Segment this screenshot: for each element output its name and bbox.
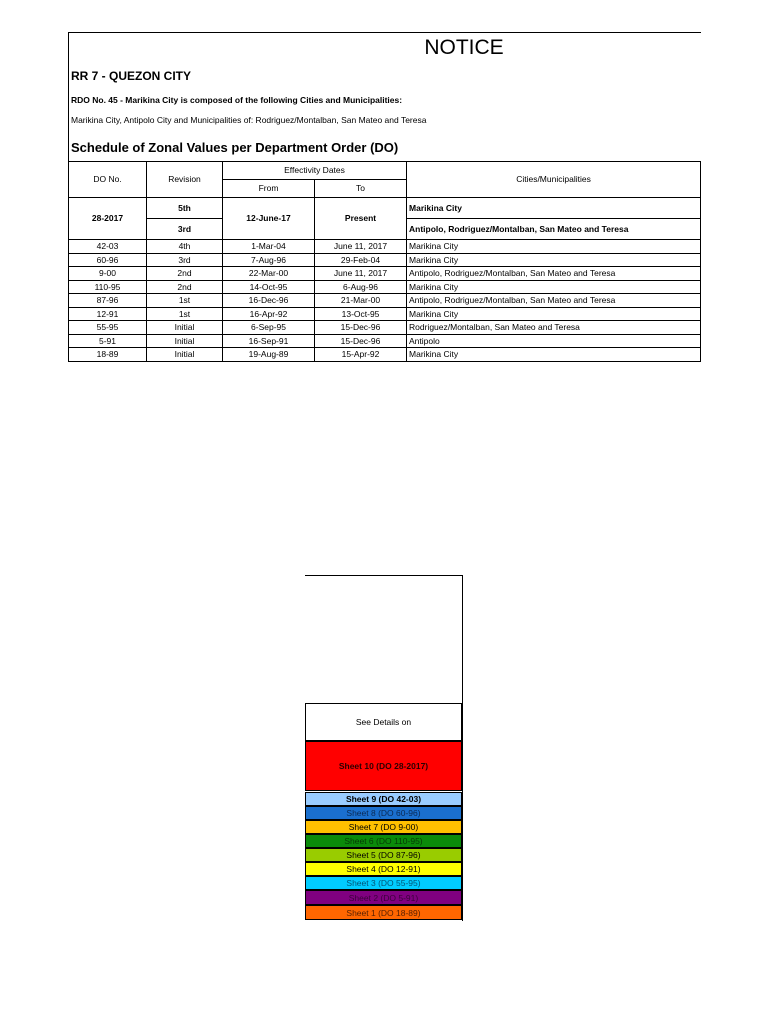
cell-to: 15-Apr-92	[315, 348, 407, 362]
table-row	[69, 240, 701, 254]
cell-from: 16-Sep-91	[223, 334, 315, 348]
cell-revision: 1st	[147, 294, 223, 308]
header-effectivity-dates: Effectivity Dates	[223, 162, 407, 180]
cell-to: 15-Dec-96	[315, 334, 407, 348]
cell-from: 16-Apr-92	[223, 307, 315, 321]
cell-do-no: 87-96	[69, 294, 147, 308]
cell-do-no: 42-03	[69, 240, 147, 254]
header-to: To	[315, 180, 407, 198]
sheet-link-8[interactable]: Sheet 8 (DO 60-96)	[305, 806, 462, 820]
table-row	[69, 253, 701, 267]
cell-to: June 11, 2017	[315, 240, 407, 254]
cell-to: June 11, 2017	[315, 267, 407, 281]
cell-from: 14-Oct-95	[223, 280, 315, 294]
cell-to: 6-Aug-96	[315, 280, 407, 294]
current-do-no: 28-2017	[69, 198, 147, 240]
cell-cities: Marikina City	[407, 280, 701, 294]
cell-do-no: 5-91	[69, 334, 147, 348]
cell-revision: 3rd	[147, 253, 223, 267]
header-from: From	[223, 180, 315, 198]
cell-from: 7-Aug-96	[223, 253, 315, 267]
table-row	[69, 334, 701, 348]
cell-do-no: 12-91	[69, 307, 147, 321]
cell-from: 19-Aug-89	[223, 348, 315, 362]
header-cities: Cities/Municipalities	[407, 162, 701, 198]
sheet-link-4[interactable]: Sheet 4 (DO 12-91)	[305, 862, 462, 876]
cell-revision: Initial	[147, 321, 223, 335]
cell-to: 21-Mar-00	[315, 294, 407, 308]
header-revision: Revision	[147, 162, 223, 198]
schedule-heading: Schedule of Zonal Values per Department Order (DO)	[71, 140, 399, 155]
sheet-link-2[interactable]: Sheet 2 (DO 5-91)	[305, 890, 462, 905]
cell-do-no: 60-96	[69, 253, 147, 267]
cell-revision: 2nd	[147, 280, 223, 294]
table-row	[69, 294, 701, 308]
cell-to: 15-Dec-96	[315, 321, 407, 335]
cell-do-no: 9-00	[69, 267, 147, 281]
table-header-row	[69, 162, 701, 180]
cell-do-no: 18-89	[69, 348, 147, 362]
cell-cities: Marikina City	[407, 307, 701, 321]
cell-cities: Antipolo	[407, 334, 701, 348]
current-to: Present	[315, 198, 407, 240]
sheet-link-9[interactable]: Sheet 9 (DO 42-03)	[305, 792, 462, 806]
sheet-link-6[interactable]: Sheet 6 (DO 110-95)	[305, 834, 462, 848]
cell-revision: 1st	[147, 307, 223, 321]
current-revision-1: 5th	[147, 198, 223, 219]
cell-to: 13-Oct-95	[315, 307, 407, 321]
sheet-link-1[interactable]: Sheet 1 (DO 18-89)	[305, 905, 462, 920]
page-title: NOTICE	[424, 36, 504, 59]
table-row	[69, 321, 701, 335]
sheet-link-7[interactable]: Sheet 7 (DO 9-00)	[305, 820, 462, 834]
cell-to: 29-Feb-04	[315, 253, 407, 267]
cell-revision: Initial	[147, 348, 223, 362]
table-row	[69, 280, 701, 294]
revenue-region-label: RR 7 - QUEZON CITY	[71, 69, 192, 83]
cell-revision: 2nd	[147, 267, 223, 281]
table-row	[69, 348, 701, 362]
current-revision-2: 3rd	[147, 219, 223, 240]
cell-do-no: 55-95	[69, 321, 147, 335]
zonal-values-table	[68, 161, 701, 362]
cell-from: 22-Mar-00	[223, 267, 315, 281]
cell-cities: Antipolo, Rodriguez/Montalban, San Mateo and Teresa	[407, 294, 701, 308]
current-from: 12-June-17	[223, 198, 315, 240]
cell-from: 6-Sep-95	[223, 321, 315, 335]
current-cities-1: Marikina City	[407, 198, 701, 219]
current-cities-2: Antipolo, Rodriguez/Montalban, San Mateo and Teresa	[407, 219, 701, 240]
covered-cities-text: Marikina City, Antipolo City and Municipalities of: Rodriguez/Montalban, San Mateo and Teresa	[71, 115, 427, 125]
cell-from: 16-Dec-96	[223, 294, 315, 308]
table-row	[69, 267, 701, 281]
header-do-no: DO No.	[69, 162, 147, 198]
sheet-link-3[interactable]: Sheet 3 (DO 55-95)	[305, 876, 462, 890]
cell-from: 1-Mar-04	[223, 240, 315, 254]
table-row	[69, 198, 701, 219]
cell-cities: Marikina City	[407, 348, 701, 362]
cell-revision: 4th	[147, 240, 223, 254]
sheet-link-5[interactable]: Sheet 5 (DO 87-96)	[305, 848, 462, 862]
cell-cities: Marikina City	[407, 253, 701, 267]
cell-cities: Antipolo, Rodriguez/Montalban, San Mateo and Teresa	[407, 267, 701, 281]
cell-do-no: 110-95	[69, 280, 147, 294]
cell-revision: Initial	[147, 334, 223, 348]
see-details-label: See Details on	[305, 703, 462, 741]
sheet-link-10[interactable]: Sheet 10 (DO 28-2017)	[305, 741, 462, 791]
rdo-description: RDO No. 45 - Marikina City is composed of the following Cities and Municipalities:	[71, 95, 403, 105]
cell-cities: Rodriguez/Montalban, San Mateo and Teresa	[407, 321, 701, 335]
cell-cities: Marikina City	[407, 240, 701, 254]
table-row	[69, 307, 701, 321]
